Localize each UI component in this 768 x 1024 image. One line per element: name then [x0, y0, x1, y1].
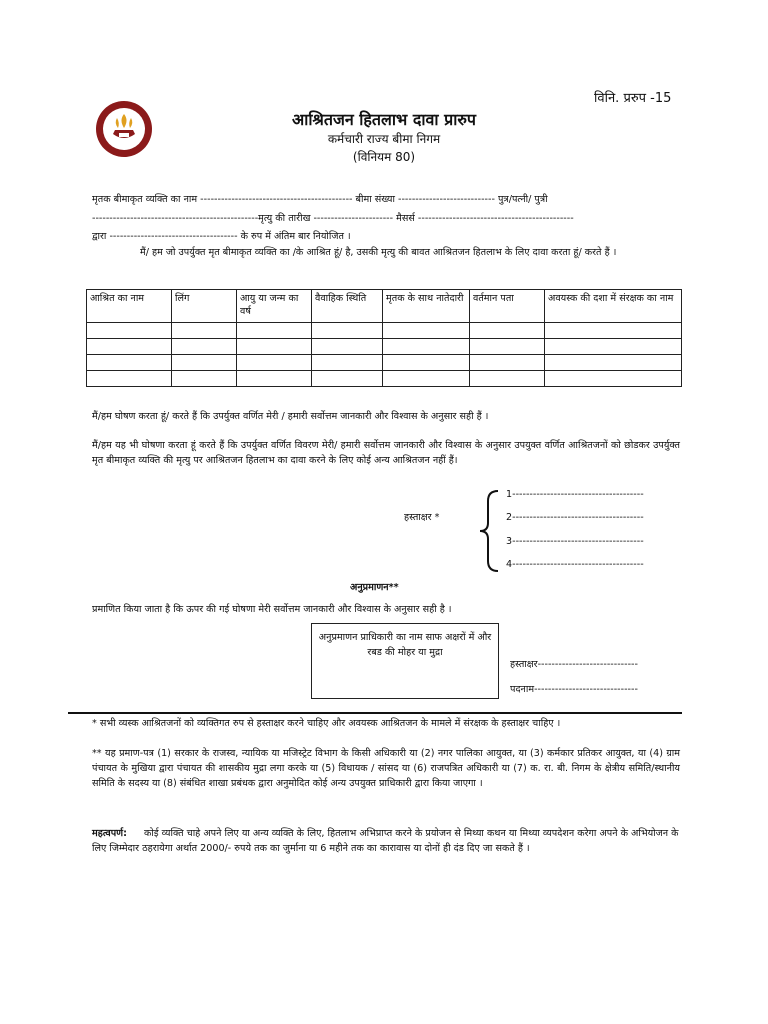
attestation-designation-line[interactable]: पदनाम------------------------------ — [510, 684, 638, 695]
table-row[interactable] — [87, 323, 682, 339]
claim-statement: मैं/ हम जो उपर्युक्त मृत बीमाकृत व्यक्ति का /के आश्रित हूं/ है, उसकी मृत्यु की बावत आश्रितजन हितलाभ के लिए दावा करता हूं/ करते हैं । — [140, 247, 617, 258]
attestation-signature-line[interactable]: हस्ताक्षर----------------------------- — [510, 659, 638, 670]
divider-rule — [68, 712, 682, 714]
table-header-row — [87, 290, 682, 323]
col-address: वर्तमान पता — [470, 290, 545, 323]
col-marital-status: वैवाहिक स्थिति — [312, 290, 383, 323]
col-guardian: अवयस्क की दशा में संरक्षक का नाम — [545, 290, 682, 323]
regulation-reference: (विनियम 80) — [352, 150, 416, 164]
form-number: विनि. प्ररुप -15 — [594, 91, 672, 106]
note-attestation-authority: ** यह प्रमाण-पत्र (1) सरकार के राजस्व, न्यायिक या मजिस्ट्रेट विभाग के किसी अधिकारी या (2) नगर पालिका आयुक्त, या (3) कर्मकार प्रतिकर आयुक्त, या (4) ग्राम पंचायत के मुखिया द्वारा पंचायत की शासकीय मुद्रा लगा करके या (5) विधायक / सांसद या (6) राजपत्रित अधिकारी या (7) क. रा. बी. निगम के क्षेत्रीय समिति/स्थानीय समिति के सदस्य या (8) संबंधित शाखा प्रबंधक द्वारा अनुमोदित कोई अन्य उपयुक्त प्राधिकारी द्वारा किया जाएगा । — [92, 748, 680, 789]
col-relationship: मृतक के साथ नातेदारी — [383, 290, 470, 323]
employment-line: द्वारा ------------------------------------- के रुप में अंतिम बार नियोजित । — [92, 231, 351, 242]
col-gender: लिंग — [172, 290, 237, 323]
signature-label: हस्ताक्षर * — [404, 512, 440, 523]
death-date-line: ------------------------------------------------मृत्यु की तारीख ----------------------- मैसर्स --------------------------------------------- — [92, 213, 574, 224]
organization-name: कर्मचारी राज्य बीमा निगम — [327, 132, 441, 146]
dependents-table — [86, 289, 682, 387]
signature-line-1[interactable]: 1-------------------------------------- — [506, 489, 644, 500]
col-age: आयु या जन्म का वर्ष — [237, 290, 312, 323]
attestation-heading: अनुप्रमाणन** — [350, 582, 399, 593]
declaration-2: मैं/हम यह भी घोषणा करता हूं करते हैं कि उपर्युक्त वर्णित विवरण मेरी/ हमारी सर्वोत्तम जानकारी और विश्वास के अनुसार उपयुक्त वर्णित आश्रितजनों को छोडकर उपर्युक्त मृत बीमाकृत व्यक्ति की मृत्यु पर आश्रितजन हितलाभ का दावा करने के लिए कोई अन्य आश्रितजन नहीं हैं। — [92, 440, 680, 466]
signature-line-4[interactable]: 4-------------------------------------- — [506, 559, 644, 570]
important-text: कोई व्यक्ति चाहे अपने लिए या अन्य व्यक्ति के लिए, हितलाभ अभिप्राप्त करने के प्रयोजन से मिथ्या कथन या मिथ्या व्यपदेशन करेगा अपने के अभियोजन के लिए जिम्मेदार ठहरायेगा अर्थात 2000/- रुपये तक का जुर्माना या 6 महीने तक का कारावास या दोनों ही दंड दिए जा सकते हैं । — [92, 828, 679, 854]
form-title: आश्रितजन हितलाभ दावा प्रारुप — [292, 110, 476, 129]
note-signatures: * सभी व्यस्क आश्रितजनों को व्यक्तिगत रुप से हस्ताक्षर करने चाहिए और अवयस्क आश्रितजन के मामले में संरक्षक के हस्ताक्षर चाहिए । — [92, 718, 561, 729]
col-dependent-name: आश्रित का नाम — [87, 290, 172, 323]
signature-line-2[interactable]: 2-------------------------------------- — [506, 512, 644, 523]
table-row[interactable] — [87, 339, 682, 355]
table-row[interactable] — [87, 355, 682, 371]
signature-brace — [478, 489, 500, 577]
attestation-text: प्रमाणित किया जाता है कि ऊपर की गई घोषणा मेरी सर्वोत्तम जानकारी और विश्वास के अनुसार सही है । — [92, 604, 452, 615]
deceased-details-line: मृतक बीमाकृत व्यक्ति का नाम -------------------------------------------- बीमा संख्या ---------------------------- पुत्र/पत्नी/ पुत्री — [92, 194, 548, 205]
important-label: महत्वपर्ण: — [92, 828, 127, 839]
attestation-authority-box: अनुप्रमाणन प्राधिकारी का नाम साफ अक्षरों में और रबड की मोहर या मुद्रा — [311, 623, 499, 699]
signature-line-3[interactable]: 3-------------------------------------- — [506, 536, 644, 547]
declaration-1: मैं/हम घोषण करता हूं/ करते हैं कि उपर्युक्त वर्णित मेरी / हमारी सर्वोत्तम जानकारी और विश्वास के अनुसार सही हैं । — [92, 411, 489, 422]
table-row[interactable] — [87, 371, 682, 387]
